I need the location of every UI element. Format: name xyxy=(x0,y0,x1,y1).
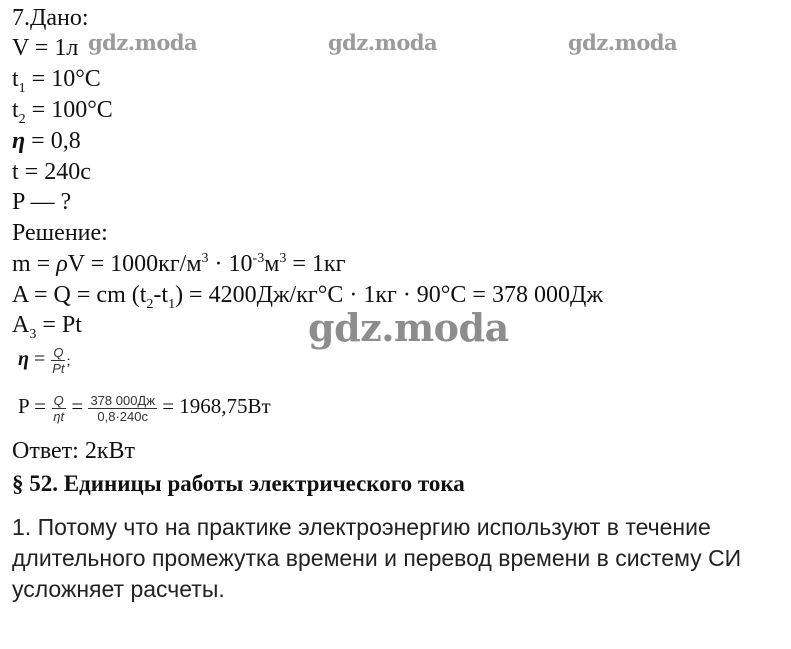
t1-line: $t_1 = 10^\circ C$ xyxy=(12,66,101,96)
unknown-line: P — ? xyxy=(12,189,72,215)
power-fraction-numeric: $\frac{378 000Дж}{0,8\cdot 240с}$ xyxy=(90,392,155,424)
eta-formula: η = $\frac{Q}{Pt}$ ; xyxy=(18,345,71,376)
efficiency-line: η = 0,8 xyxy=(12,128,81,154)
watermark-large: gdz.moda xyxy=(308,305,509,350)
watermark: gdz.moda xyxy=(328,30,438,55)
power-formula: P = $\frac{Q}{\eta t}$ = $\frac{378 000Дж}{0,8\cdot 240с}$ = 1968,75Вт xyxy=(18,392,271,424)
time-line: t = 240с xyxy=(12,159,91,185)
watermark: gdz.moda xyxy=(88,30,198,55)
t2-line: $t_2 = 100^\circ C$ xyxy=(12,97,113,127)
section-heading: § 52. Единицы работы электрического тока xyxy=(12,471,465,496)
given-header: 7.Дано: xyxy=(12,5,89,31)
volume-line: V = 1л xyxy=(12,35,79,61)
a3-line: $A_3 = Pt$ xyxy=(12,312,82,342)
answer-line: Ответ: 2кВт xyxy=(12,438,135,464)
power-fraction-symbolic: $\frac{Q}{\eta t}$ xyxy=(53,392,65,424)
solution-header: Решение: xyxy=(12,220,108,246)
mass-line: $m = \rho V = 1000кг/м^3 \cdot 10^{-3}м^3 = 1кг$ xyxy=(12,251,346,277)
work-line: A = Q = cm $(t_2-t_1) = 4200Дж/кг^\circ С \cdot 1кг \cdot 90^\circ С = 378$ 000Дж xyxy=(12,282,603,312)
answer-paragraph: 1. Потому что на практике электроэнергию используют в течение длительного промежутка времени и перевод времени в систему СИ усложняет расчеты. xyxy=(12,514,742,602)
watermark: gdz.moda xyxy=(568,30,678,55)
eta-fraction: $\frac{Q}{Pt}$ xyxy=(52,345,65,376)
